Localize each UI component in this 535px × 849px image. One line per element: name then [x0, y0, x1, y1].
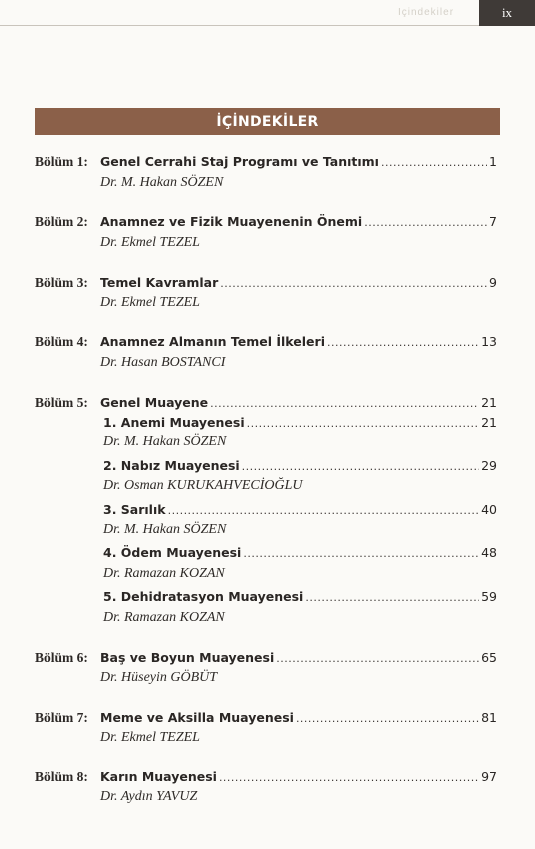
toc-banner — [35, 108, 500, 135]
toc-subentry[interactable] — [103, 502, 497, 517]
chapter-author: Dr. Ekmel TEZEL — [100, 730, 200, 745]
entry-title: Anamnez Almanın Temel İlkeleri — [100, 334, 325, 349]
entry-title: 4. Ödem Muayenesi — [103, 545, 242, 560]
chapter-label: Bölüm 2: — [35, 214, 88, 229]
entry-title: Genel Muayene — [100, 395, 209, 410]
entry-title: Anamnez ve Fizik Muayenenin Önemi — [100, 214, 363, 229]
dot-leader — [242, 458, 479, 473]
entry-page-number: 13 — [481, 334, 497, 349]
dot-leader — [220, 275, 487, 290]
entry-title: Karın Muayenesi — [100, 769, 217, 784]
chapter-label: Bölüm 4: — [35, 334, 88, 349]
entry-page-number: 21 — [481, 415, 497, 430]
entry-page-number: 97 — [481, 769, 497, 784]
section-author: Dr. M. Hakan SÖZEN — [103, 522, 227, 537]
header-rule — [0, 25, 479, 26]
entry-title: Meme ve Aksilla Muayenesi — [100, 710, 294, 725]
chapter-label: Bölüm 5: — [35, 395, 88, 410]
section-author: Dr. Ramazan KOZAN — [103, 566, 225, 581]
dot-leader — [305, 589, 479, 604]
section-author: Dr. M. Hakan SÖZEN — [103, 434, 227, 449]
dot-leader — [219, 769, 479, 784]
dot-leader — [210, 395, 479, 410]
dot-leader — [364, 214, 487, 229]
toc-entry[interactable] — [100, 214, 497, 229]
page-number: ix — [479, 0, 535, 26]
chapter-author: Dr. Ekmel TEZEL — [100, 235, 200, 250]
chapter-author: Dr. Aydın YAVUZ — [100, 789, 198, 804]
toc-subentry[interactable] — [103, 589, 497, 604]
entry-page-number: 7 — [489, 214, 497, 229]
toc-subentry[interactable] — [103, 458, 497, 473]
toc-title: İÇİNDEKİLER — [216, 113, 319, 130]
dot-leader — [247, 415, 479, 430]
dot-leader — [381, 154, 487, 169]
toc-entry[interactable] — [100, 650, 497, 665]
entry-page-number: 21 — [481, 395, 497, 410]
dot-leader — [327, 334, 479, 349]
chapter-author: Dr. Hasan BOSTANCI — [100, 355, 226, 370]
toc-subentry[interactable] — [103, 545, 497, 560]
entry-page-number: 59 — [481, 589, 497, 604]
chapter-label: Bölüm 6: — [35, 650, 88, 665]
entry-page-number: 40 — [481, 502, 497, 517]
entry-title: Baş ve Boyun Muayenesi — [100, 650, 275, 665]
entry-title: 3. Sarılık — [103, 502, 166, 517]
chapter-author: Dr. Ekmel TEZEL — [100, 295, 200, 310]
entry-page-number: 29 — [481, 458, 497, 473]
entry-page-number: 65 — [481, 650, 497, 665]
entry-title: 5. Dehidratasyon Muayenesi — [103, 589, 304, 604]
toc-entry[interactable] — [100, 710, 497, 725]
chapter-author: Dr. M. Hakan SÖZEN — [100, 175, 224, 190]
section-author: Dr. Osman KURUKAHVECİOĞLU — [103, 478, 303, 493]
entry-page-number: 9 — [489, 275, 497, 290]
chapter-label: Bölüm 3: — [35, 275, 88, 290]
dot-leader — [296, 710, 479, 725]
entry-title: Genel Cerrahi Staj Programı ve Tanıtımı — [100, 154, 379, 169]
dot-leader — [276, 650, 479, 665]
chapter-label: Bölüm 1: — [35, 154, 88, 169]
toc-entry[interactable] — [100, 395, 497, 410]
dot-leader — [243, 545, 479, 560]
entry-title: 1. Anemi Muayenesi — [103, 415, 245, 430]
running-head: Içindekiler — [398, 7, 455, 18]
toc-entry[interactable] — [100, 334, 497, 349]
chapter-author: Dr. Hüseyin GÖBÜT — [100, 670, 218, 685]
entry-page-number: 1 — [489, 154, 497, 169]
toc-entry[interactable] — [100, 769, 497, 784]
entry-title: Temel Kavramlar — [100, 275, 219, 290]
entry-page-number: 81 — [481, 710, 497, 725]
chapter-label: Bölüm 8: — [35, 769, 88, 784]
section-author: Dr. Ramazan KOZAN — [103, 610, 225, 625]
toc-entry[interactable] — [100, 154, 497, 169]
chapter-label: Bölüm 7: — [35, 710, 88, 725]
toc-entry[interactable] — [100, 275, 497, 290]
dot-leader — [168, 502, 480, 517]
entry-page-number: 48 — [481, 545, 497, 560]
entry-title: 2. Nabız Muayenesi — [103, 458, 240, 473]
toc-subentry[interactable] — [103, 415, 497, 430]
